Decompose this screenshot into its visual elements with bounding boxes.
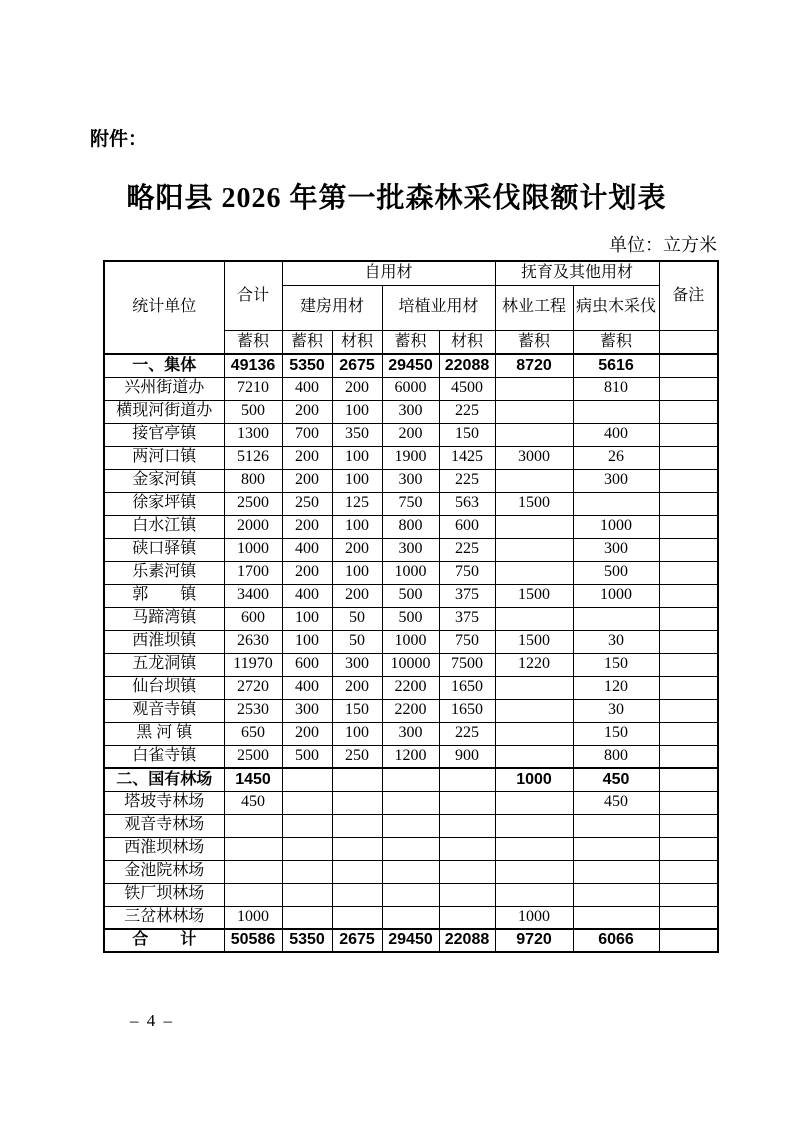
cell-value: 200	[282, 400, 332, 423]
cell-value: 1900	[382, 446, 439, 469]
cell-value	[659, 722, 718, 745]
cell-value	[495, 400, 573, 423]
measure-label: 蓄积	[495, 330, 573, 354]
cell-value: 1650	[439, 676, 495, 699]
cell-value	[282, 837, 332, 860]
cell-value	[439, 814, 495, 837]
cell-value: 1500	[495, 492, 573, 515]
cell-value	[439, 883, 495, 906]
cell-value	[659, 561, 718, 584]
cell-value: 225	[439, 469, 495, 492]
table-row	[104, 699, 718, 722]
cell-value	[659, 653, 718, 676]
cell-value: 5350	[282, 354, 332, 377]
cell-value: 375	[439, 584, 495, 607]
cell-value: 250	[332, 745, 382, 768]
cell-value: 100	[282, 607, 332, 630]
header-forestry-project: 林业工程	[495, 285, 573, 330]
cell-value: 200	[282, 561, 332, 584]
table-row	[104, 515, 718, 538]
cell-value	[495, 883, 573, 906]
measure-label: 材积	[332, 330, 382, 354]
cell-value	[659, 883, 718, 906]
cell-value	[282, 860, 332, 883]
cell-value: 150	[332, 699, 382, 722]
table-row	[104, 768, 718, 791]
cell-value: 750	[382, 492, 439, 515]
cell-value	[282, 906, 332, 929]
cell-value: 300	[332, 653, 382, 676]
table-row	[104, 860, 718, 883]
cell-value: 650	[224, 722, 282, 745]
cell-value	[332, 814, 382, 837]
table-row	[104, 676, 718, 699]
cell-value	[573, 400, 659, 423]
cell-value	[573, 837, 659, 860]
cell-value: 450	[573, 768, 659, 791]
table-row	[104, 561, 718, 584]
cell-value	[659, 860, 718, 883]
row-label: 硖口驿镇	[104, 538, 224, 561]
row-label: 三岔林林场	[104, 906, 224, 929]
cell-value	[224, 814, 282, 837]
cell-value: 1000	[495, 768, 573, 791]
cell-value: 200	[282, 515, 332, 538]
measure-label: 蓄积	[573, 330, 659, 354]
cell-value: 1425	[439, 446, 495, 469]
cell-value	[659, 791, 718, 814]
cell-value: 50586	[224, 929, 282, 952]
cell-value: 400	[282, 584, 332, 607]
cell-value: 7210	[224, 377, 282, 400]
cell-value: 29450	[382, 929, 439, 952]
cell-value	[573, 607, 659, 630]
cell-value: 6000	[382, 377, 439, 400]
cell-value: 100	[332, 561, 382, 584]
cell-value	[495, 538, 573, 561]
cell-value	[439, 906, 495, 929]
cell-value: 120	[573, 676, 659, 699]
table-body	[104, 354, 718, 952]
cell-value: 1220	[495, 653, 573, 676]
row-label: 铁厂坝林场	[104, 883, 224, 906]
cell-value	[382, 906, 439, 929]
table-header	[104, 261, 718, 354]
cell-value	[495, 377, 573, 400]
cell-value: 450	[573, 791, 659, 814]
cell-value: 22088	[439, 929, 495, 952]
cell-value: 1000	[224, 538, 282, 561]
table-row	[104, 607, 718, 630]
cell-value	[573, 492, 659, 515]
cell-value: 100	[332, 400, 382, 423]
cell-value: 2530	[224, 699, 282, 722]
cell-value	[382, 768, 439, 791]
cell-value: 2500	[224, 745, 282, 768]
header-planting: 培植业用材	[382, 285, 495, 330]
cell-value	[659, 630, 718, 653]
cell-value	[495, 699, 573, 722]
table-row	[104, 400, 718, 423]
cell-value: 22088	[439, 354, 495, 377]
table-row	[104, 630, 718, 653]
unit-note: 单位：立方米	[609, 235, 717, 255]
row-label: 金池院林场	[104, 860, 224, 883]
cell-value: 600	[439, 515, 495, 538]
cell-value: 1200	[382, 745, 439, 768]
cell-value: 1000	[573, 584, 659, 607]
cell-value	[659, 423, 718, 446]
cell-value: 3400	[224, 584, 282, 607]
cell-value: 1300	[224, 423, 282, 446]
header-remark: 备注	[659, 261, 718, 330]
cell-value: 7500	[439, 653, 495, 676]
cell-value: 2000	[224, 515, 282, 538]
cell-value: 900	[439, 745, 495, 768]
table-row	[104, 469, 718, 492]
measure-label: 蓄积	[382, 330, 439, 354]
cell-value	[224, 883, 282, 906]
cell-value: 1000	[382, 630, 439, 653]
cell-value	[282, 791, 332, 814]
cell-value: 500	[282, 745, 332, 768]
cell-value	[282, 814, 332, 837]
cell-value: 1700	[224, 561, 282, 584]
cell-value: 375	[439, 607, 495, 630]
cell-value: 225	[439, 400, 495, 423]
table-row	[104, 538, 718, 561]
cell-value: 150	[573, 653, 659, 676]
cell-value: 200	[332, 584, 382, 607]
cell-value: 700	[282, 423, 332, 446]
cell-value: 200	[382, 423, 439, 446]
cell-value	[332, 883, 382, 906]
row-label: 二、国有林场	[104, 768, 224, 791]
cell-value	[659, 699, 718, 722]
cell-value: 600	[282, 653, 332, 676]
cell-value	[332, 906, 382, 929]
table-row	[104, 423, 718, 446]
row-label: 两河口镇	[104, 446, 224, 469]
table-row	[104, 814, 718, 837]
cell-value	[495, 745, 573, 768]
cell-value: 800	[224, 469, 282, 492]
row-label: 西淮坝镇	[104, 630, 224, 653]
cell-value: 2675	[332, 929, 382, 952]
row-label: 白水江镇	[104, 515, 224, 538]
cell-value	[495, 423, 573, 446]
cell-value	[659, 492, 718, 515]
cell-value	[659, 446, 718, 469]
cell-value	[659, 745, 718, 768]
cell-value	[659, 814, 718, 837]
cell-value: 800	[573, 745, 659, 768]
measure-label-empty	[659, 330, 718, 354]
cell-value	[495, 860, 573, 883]
cell-value: 30	[573, 630, 659, 653]
cell-value: 400	[282, 538, 332, 561]
cell-value: 1000	[573, 515, 659, 538]
row-label: 一、集体	[104, 354, 224, 377]
row-label: 西淮坝林场	[104, 837, 224, 860]
cell-value: 300	[573, 469, 659, 492]
cell-value	[332, 768, 382, 791]
cell-value	[382, 837, 439, 860]
quota-table	[103, 260, 719, 953]
cell-value: 150	[439, 423, 495, 446]
cell-value: 2200	[382, 676, 439, 699]
cell-value	[573, 860, 659, 883]
cell-value: 2720	[224, 676, 282, 699]
measure-label: 材积	[439, 330, 495, 354]
cell-value: 1000	[382, 561, 439, 584]
cell-value: 350	[332, 423, 382, 446]
cell-value	[439, 791, 495, 814]
cell-value	[495, 837, 573, 860]
cell-value: 400	[573, 423, 659, 446]
cell-value	[495, 722, 573, 745]
table-row	[104, 906, 718, 929]
measure-label: 蓄积	[224, 330, 282, 354]
cell-value	[495, 791, 573, 814]
cell-value: 200	[332, 377, 382, 400]
cell-value	[439, 768, 495, 791]
row-label: 金家河镇	[104, 469, 224, 492]
cell-value: 300	[382, 469, 439, 492]
cell-value: 100	[332, 469, 382, 492]
cell-value: 600	[224, 607, 282, 630]
cell-value	[659, 768, 718, 791]
cell-value: 100	[332, 722, 382, 745]
cell-value	[495, 676, 573, 699]
cell-value	[332, 791, 382, 814]
cell-value	[573, 814, 659, 837]
cell-value: 1650	[439, 699, 495, 722]
page-title: 略阳县 2026 年第一批森林采伐限额计划表	[126, 183, 667, 214]
cell-value: 750	[439, 561, 495, 584]
row-label: 五龙洞镇	[104, 653, 224, 676]
header-tending: 抚育及其他用材	[495, 261, 659, 285]
cell-value	[659, 607, 718, 630]
cell-value	[659, 354, 718, 377]
header-total: 合计	[224, 261, 282, 330]
row-label: 合 计	[104, 929, 224, 952]
cell-value	[659, 515, 718, 538]
cell-value	[439, 837, 495, 860]
cell-value	[495, 469, 573, 492]
header-housing: 建房用材	[282, 285, 382, 330]
cell-value	[495, 607, 573, 630]
table-row	[104, 883, 718, 906]
cell-value: 750	[439, 630, 495, 653]
cell-value: 810	[573, 377, 659, 400]
cell-value: 450	[224, 791, 282, 814]
cell-value	[659, 676, 718, 699]
cell-value: 29450	[382, 354, 439, 377]
cell-value: 300	[382, 538, 439, 561]
cell-value: 200	[332, 538, 382, 561]
cell-value: 5350	[282, 929, 332, 952]
row-label: 白雀寺镇	[104, 745, 224, 768]
cell-value: 1450	[224, 768, 282, 791]
row-label: 徐家坪镇	[104, 492, 224, 515]
header-row-1	[104, 261, 718, 285]
header-self-use: 自用材	[282, 261, 495, 285]
row-label: 观音寺镇	[104, 699, 224, 722]
cell-value: 4500	[439, 377, 495, 400]
table-row	[104, 492, 718, 515]
row-label: 塔坡寺林场	[104, 791, 224, 814]
cell-value	[573, 883, 659, 906]
table-row	[104, 722, 718, 745]
cell-value: 2200	[382, 699, 439, 722]
cell-value: 5126	[224, 446, 282, 469]
row-label: 乐素河镇	[104, 561, 224, 584]
cell-value: 200	[282, 469, 332, 492]
cell-value: 2675	[332, 354, 382, 377]
row-label: 郭 镇	[104, 584, 224, 607]
cell-value	[382, 883, 439, 906]
cell-value: 26	[573, 446, 659, 469]
row-label: 接官亭镇	[104, 423, 224, 446]
cell-value	[659, 377, 718, 400]
cell-value: 1000	[495, 906, 573, 929]
cell-value: 3000	[495, 446, 573, 469]
cell-value	[573, 906, 659, 929]
cell-value	[495, 515, 573, 538]
cell-value	[282, 883, 332, 906]
cell-value	[332, 860, 382, 883]
measure-label: 蓄积	[282, 330, 332, 354]
row-label: 黑 河 镇	[104, 722, 224, 745]
table-row	[104, 791, 718, 814]
row-label: 观音寺林场	[104, 814, 224, 837]
cell-value: 30	[573, 699, 659, 722]
cell-value: 300	[282, 699, 332, 722]
cell-value: 250	[282, 492, 332, 515]
cell-value: 200	[332, 676, 382, 699]
cell-value: 225	[439, 538, 495, 561]
cell-value	[224, 860, 282, 883]
table-row	[104, 929, 718, 952]
cell-value: 1500	[495, 584, 573, 607]
cell-value	[332, 837, 382, 860]
cell-value: 100	[332, 446, 382, 469]
row-label: 兴州街道办	[104, 377, 224, 400]
table-row	[104, 354, 718, 377]
cell-value: 49136	[224, 354, 282, 377]
cell-value: 500	[224, 400, 282, 423]
cell-value: 400	[282, 676, 332, 699]
cell-value	[659, 400, 718, 423]
cell-value	[659, 584, 718, 607]
cell-value	[659, 929, 718, 952]
cell-value: 2630	[224, 630, 282, 653]
header-pest-wood: 病虫木采伐	[573, 285, 659, 330]
cell-value	[659, 469, 718, 492]
row-label: 仙台坝镇	[104, 676, 224, 699]
table-row	[104, 584, 718, 607]
attachment-label: 附件：	[90, 129, 148, 150]
page-number: – 4 –	[130, 1011, 174, 1030]
cell-value: 50	[332, 607, 382, 630]
cell-value	[439, 860, 495, 883]
cell-value: 500	[382, 584, 439, 607]
cell-value: 150	[573, 722, 659, 745]
table-row	[104, 377, 718, 400]
cell-value	[659, 906, 718, 929]
row-label: 马蹄湾镇	[104, 607, 224, 630]
cell-value: 8720	[495, 354, 573, 377]
cell-value: 800	[382, 515, 439, 538]
table-row	[104, 837, 718, 860]
cell-value: 50	[332, 630, 382, 653]
cell-value: 1500	[495, 630, 573, 653]
cell-value: 300	[573, 538, 659, 561]
cell-value	[382, 860, 439, 883]
cell-value	[382, 814, 439, 837]
cell-value: 225	[439, 722, 495, 745]
cell-value	[382, 791, 439, 814]
cell-value: 2500	[224, 492, 282, 515]
cell-value: 100	[332, 515, 382, 538]
cell-value: 100	[282, 630, 332, 653]
cell-value: 125	[332, 492, 382, 515]
cell-value	[224, 837, 282, 860]
cell-value: 200	[282, 446, 332, 469]
cell-value: 400	[282, 377, 332, 400]
cell-value: 300	[382, 400, 439, 423]
cell-value: 300	[382, 722, 439, 745]
cell-value	[659, 538, 718, 561]
cell-value	[495, 561, 573, 584]
table-row	[104, 745, 718, 768]
cell-value: 5616	[573, 354, 659, 377]
cell-value: 563	[439, 492, 495, 515]
table-row	[104, 653, 718, 676]
cell-value	[659, 837, 718, 860]
cell-value: 11970	[224, 653, 282, 676]
cell-value: 6066	[573, 929, 659, 952]
cell-value: 500	[573, 561, 659, 584]
row-label: 横现河街道办	[104, 400, 224, 423]
cell-value: 10000	[382, 653, 439, 676]
cell-value: 200	[282, 722, 332, 745]
table-row	[104, 446, 718, 469]
cell-value	[495, 814, 573, 837]
cell-value: 500	[382, 607, 439, 630]
cell-value	[282, 768, 332, 791]
cell-value: 1000	[224, 906, 282, 929]
cell-value: 9720	[495, 929, 573, 952]
header-stat-unit: 统计单位	[104, 261, 224, 354]
